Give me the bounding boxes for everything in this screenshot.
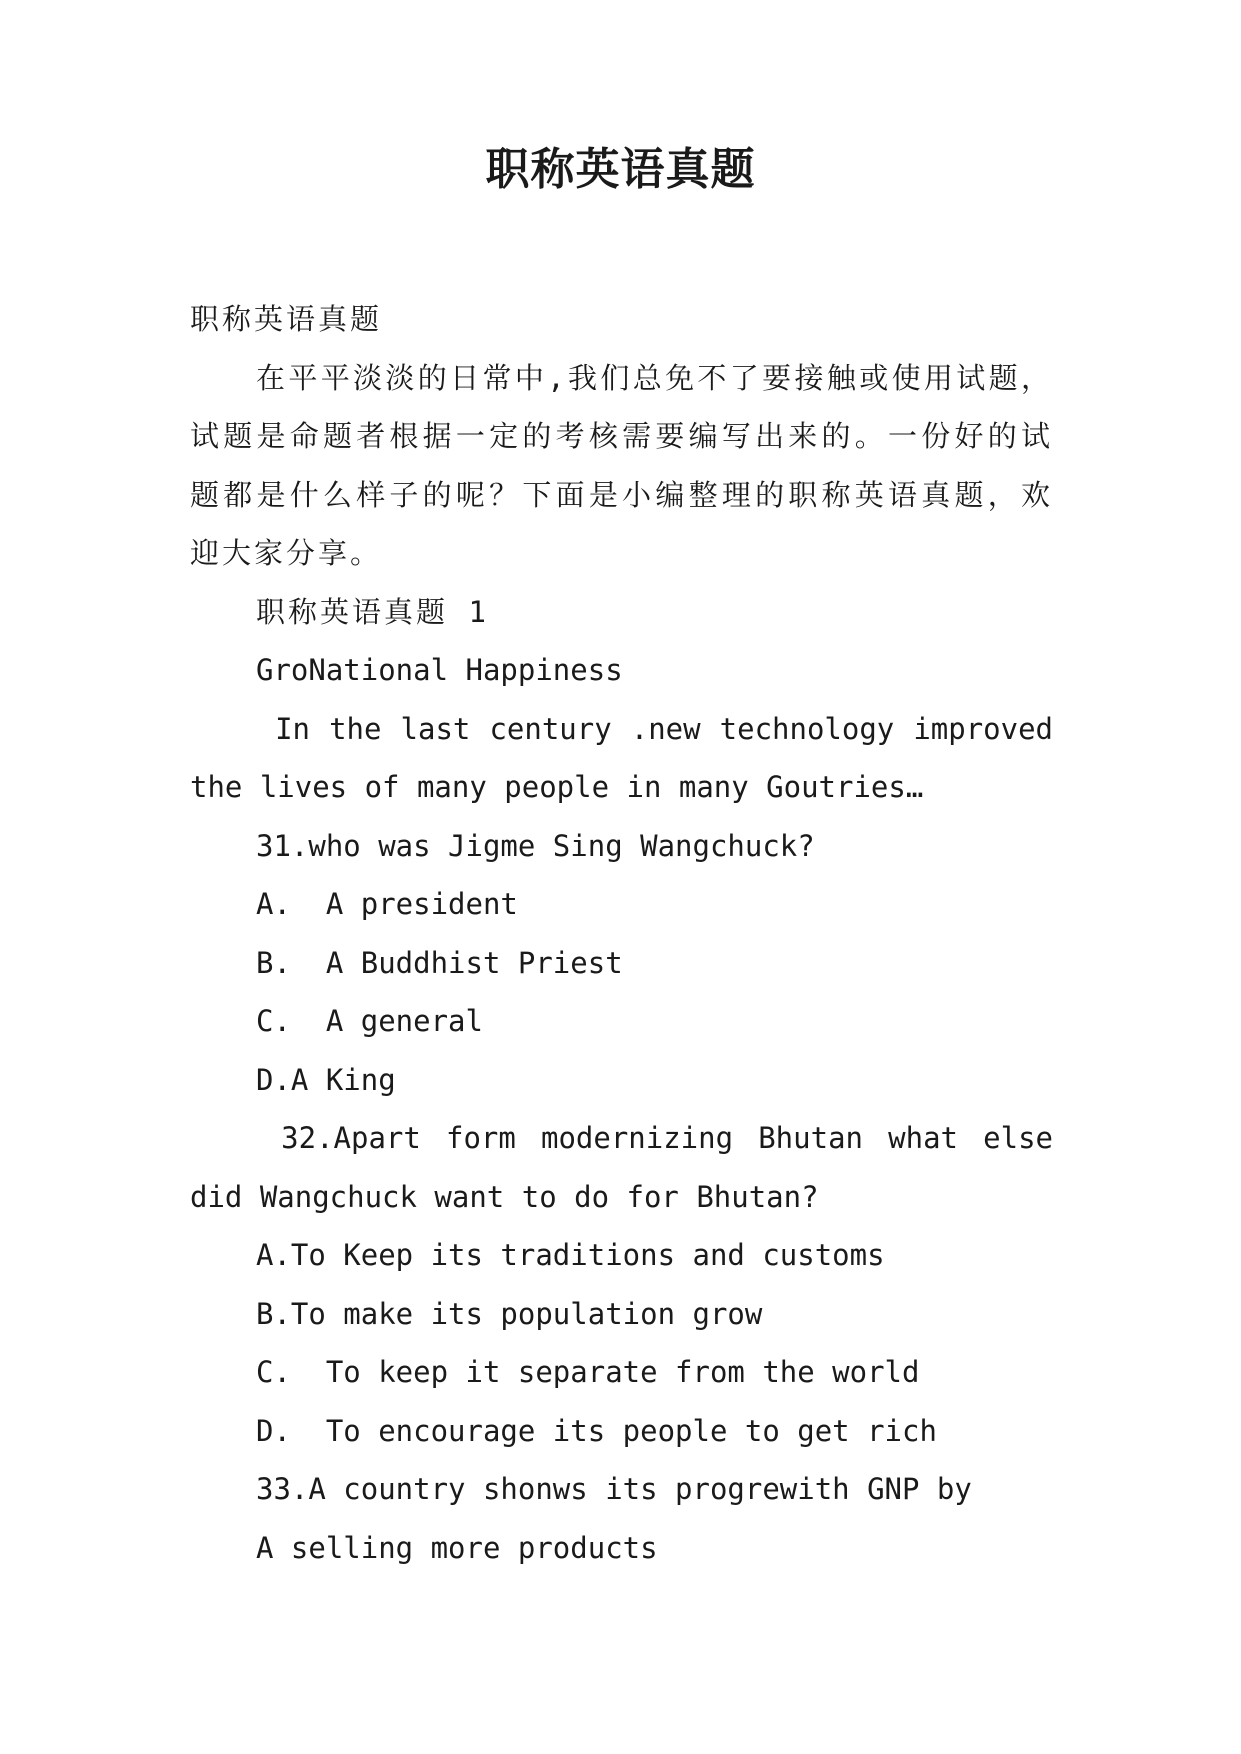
question-32-option-c: C. To keep it separate from the world <box>256 1355 920 1389</box>
question-32: 32.Apart form modernizing Bhutan what else did Wangchuck want to do for Bhutan? <box>190 1121 1071 1214</box>
intro-paragraph: 在平平淡淡的日常中,我们总免不了要接触或使用试题，试题是命题者根据一定的考核需要编写出来的。一份好的试题都是什么样子的呢？下面是小编整理的职称英语真题，欢迎大家分享。 <box>190 360 1053 570</box>
passage-title: GroNational Happiness <box>256 653 623 687</box>
question-31: 31.who was Jigme Sing Wangchuck? <box>256 828 815 863</box>
question-31-option-c: C. A general <box>256 1004 483 1038</box>
document-title: 职称英语真题 <box>485 144 756 195</box>
question-31-option-b: B. A Buddhist Priest <box>256 945 623 980</box>
document-body <box>190 290 1071 1577</box>
exam-section-label: 职称英语真题 1 <box>256 594 489 629</box>
question-33: 33.A country shonws its progrewith GNP by <box>256 1472 972 1506</box>
section-heading: 职称英语真题 <box>190 302 383 336</box>
question-33-option-a: A selling more products <box>256 1530 658 1565</box>
question-31-option-a: A. A president <box>256 887 518 921</box>
passage-excerpt: In the last century .new technology improved the lives of many people in many Goutries… <box>190 711 1071 804</box>
question-32-option-d: D. To encourage its people to get rich <box>256 1413 937 1448</box>
question-32-option-a: A.To Keep its traditions and customs <box>256 1238 885 1272</box>
question-31-option-d: D.A King <box>256 1062 396 1097</box>
question-32-option-b: B.To make its population grow <box>256 1296 763 1331</box>
